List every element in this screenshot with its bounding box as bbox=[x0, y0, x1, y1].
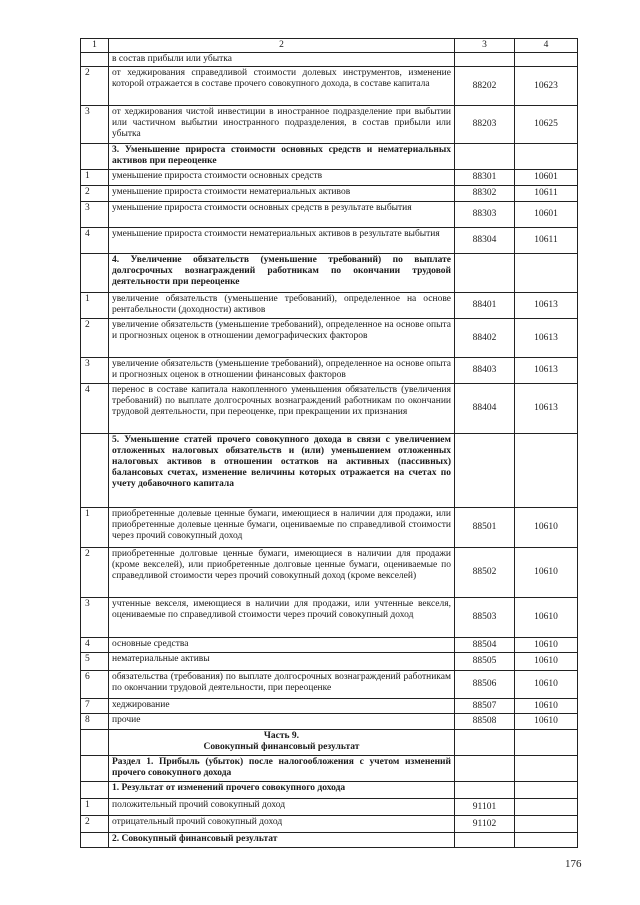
table-row bbox=[81, 833, 578, 848]
symbol-code: 10601 bbox=[515, 170, 578, 186]
row-number bbox=[81, 144, 109, 170]
account-code: 88303 bbox=[455, 202, 515, 228]
row-number bbox=[81, 53, 109, 67]
symbol-code bbox=[515, 816, 578, 833]
row-description: прочие bbox=[109, 714, 455, 730]
symbol-code: 10613 bbox=[515, 358, 578, 384]
symbol-code: 10610 bbox=[515, 598, 578, 638]
row-number bbox=[81, 730, 109, 756]
table-row bbox=[81, 293, 578, 319]
row-number bbox=[81, 434, 109, 508]
row-description: в состав прибыли или убытка bbox=[109, 53, 455, 67]
symbol-code: 10625 bbox=[515, 106, 578, 144]
table-body bbox=[81, 39, 578, 848]
row-description: приобретенные долговые ценные бумаги, имеющиеся в наличии для продажи (кроме векселей), или приобретенные долговые ценные бумаги, оцениваемые по справедливой стоимости через прочий совокупный доход (кроме векселей) bbox=[109, 548, 455, 598]
row-number bbox=[81, 756, 109, 782]
account-code: 91102 bbox=[455, 816, 515, 833]
row-description: от хеджирования чистой инвестиции в иностранное подразделение при выбытии или частичном выбытии иностранного подразделения, в состав прибыли или убытка bbox=[109, 106, 455, 144]
row-description: уменьшение прироста стоимости основных средств bbox=[109, 170, 455, 186]
account-code: 88401 bbox=[455, 293, 515, 319]
account-code: 88302 bbox=[455, 186, 515, 202]
account-code: 88502 bbox=[455, 548, 515, 598]
account-code: 88301 bbox=[455, 170, 515, 186]
symbol-code: 10610 bbox=[515, 671, 578, 699]
row-number: 2 bbox=[81, 548, 109, 598]
symbol-code bbox=[515, 144, 578, 170]
row-number bbox=[81, 833, 109, 848]
row-description: увеличение обязательств (уменьшение требований), определенное на основе опыта и прогнозных оценок в отношении финансовых факторов bbox=[109, 358, 455, 384]
row-description: приобретенные долевые ценные бумаги, имеющиеся в наличии для продажи, или приобретенные долевые ценные бумаги, оцениваемые по справедливой стоимости через прочий совокупный доход bbox=[109, 508, 455, 548]
table-row bbox=[81, 170, 578, 186]
symbol-code bbox=[515, 730, 578, 756]
header-col-3: 3 bbox=[455, 39, 515, 53]
row-description: уменьшение прироста стоимости нематериальных активов bbox=[109, 186, 455, 202]
symbol-code: 10610 bbox=[515, 653, 578, 671]
account-code: 88503 bbox=[455, 598, 515, 638]
symbol-code bbox=[515, 799, 578, 816]
row-description: отрицательный прочий совокупный доход bbox=[109, 816, 455, 833]
symbol-code bbox=[515, 782, 578, 799]
symbol-code: 10610 bbox=[515, 638, 578, 653]
symbol-code: 10610 bbox=[515, 548, 578, 598]
row-number: 1 bbox=[81, 799, 109, 816]
symbol-code: 10613 bbox=[515, 293, 578, 319]
account-code bbox=[455, 756, 515, 782]
account-code: 88403 bbox=[455, 358, 515, 384]
symbol-code: 10623 bbox=[515, 67, 578, 106]
table-row bbox=[81, 508, 578, 548]
account-code: 88202 bbox=[455, 67, 515, 106]
table-row bbox=[81, 319, 578, 358]
account-code: 88501 bbox=[455, 508, 515, 548]
row-description: учтенные векселя, имеющиеся в наличии для продажи, или учтенные векселя, оцениваемые по справедливой стоимости через прочий совокупный доход bbox=[109, 598, 455, 638]
symbol-code bbox=[515, 254, 578, 293]
table-row bbox=[81, 782, 578, 799]
table-row bbox=[81, 548, 578, 598]
table-row bbox=[81, 699, 578, 714]
table-row bbox=[81, 358, 578, 384]
row-number bbox=[81, 782, 109, 799]
row-description: нематериальные активы bbox=[109, 653, 455, 671]
symbol-code: 10610 bbox=[515, 699, 578, 714]
header-col-4: 4 bbox=[515, 39, 578, 53]
section-heading: 2. Совокупный финансовый результат bbox=[109, 833, 455, 848]
section-heading: 3. Уменьшение прироста стоимости основных средств и нематериальных активов при переоценке bbox=[109, 144, 455, 170]
row-number: 1 bbox=[81, 508, 109, 548]
table-row bbox=[81, 144, 578, 170]
row-description: от хеджирования справедливой стоимости долевых инструментов, изменение которой отражается в составе прочего совокупного дохода, в составе капитала bbox=[109, 67, 455, 106]
account-code: 88507 bbox=[455, 699, 515, 714]
row-number: 2 bbox=[81, 67, 109, 106]
symbol-code bbox=[515, 756, 578, 782]
row-number: 2 bbox=[81, 319, 109, 358]
row-number: 8 bbox=[81, 714, 109, 730]
table-row bbox=[81, 202, 578, 228]
table-row bbox=[81, 434, 578, 508]
row-number: 5 bbox=[81, 653, 109, 671]
row-description: хеджирование bbox=[109, 699, 455, 714]
header-col-1: 1 bbox=[81, 39, 109, 53]
row-description: обязательства (требования) по выплате долгосрочных вознаграждений работникам по окончании трудовой деятельности, при переоценке bbox=[109, 671, 455, 699]
account-code bbox=[455, 144, 515, 170]
table-row bbox=[81, 67, 578, 106]
account-code bbox=[455, 833, 515, 848]
document-table bbox=[80, 38, 578, 848]
symbol-code: 10601 bbox=[515, 202, 578, 228]
table-row bbox=[81, 384, 578, 434]
row-number: 1 bbox=[81, 293, 109, 319]
account-code: 88504 bbox=[455, 638, 515, 653]
row-number: 4 bbox=[81, 228, 109, 254]
table-row bbox=[81, 598, 578, 638]
table-row bbox=[81, 671, 578, 699]
row-description: уменьшение прироста стоимости основных средств в результате выбытия bbox=[109, 202, 455, 228]
row-number: 3 bbox=[81, 598, 109, 638]
row-description: перенос в составе капитала накопленного уменьшения обязательств (увеличения требований) по выплате долгосрочных вознаграждений работникам по окончании трудовой деятельности, при переоценке, при прекращении их признания bbox=[109, 384, 455, 434]
account-code: 88505 bbox=[455, 653, 515, 671]
symbol-code: 10611 bbox=[515, 228, 578, 254]
table-row bbox=[81, 816, 578, 833]
table-row bbox=[81, 730, 578, 756]
row-number: 3 bbox=[81, 106, 109, 144]
table-row bbox=[81, 186, 578, 202]
row-number: 3 bbox=[81, 202, 109, 228]
row-number: 4 bbox=[81, 384, 109, 434]
row-number: 2 bbox=[81, 816, 109, 833]
page-number: 176 bbox=[565, 858, 582, 870]
account-code: 91101 bbox=[455, 799, 515, 816]
row-description: уменьшение прироста стоимости нематериальных активов в результате выбытия bbox=[109, 228, 455, 254]
account-code: 88506 bbox=[455, 671, 515, 699]
row-number: 1 bbox=[81, 170, 109, 186]
row-number: 4 bbox=[81, 638, 109, 653]
symbol-code bbox=[515, 833, 578, 848]
table-row bbox=[81, 106, 578, 144]
table-row bbox=[81, 714, 578, 730]
row-description: основные средства bbox=[109, 638, 455, 653]
account-code: 88508 bbox=[455, 714, 515, 730]
table-row bbox=[81, 653, 578, 671]
symbol-code bbox=[515, 434, 578, 508]
table-row bbox=[81, 638, 578, 653]
table-header-row bbox=[81, 39, 578, 53]
section-heading: Часть 9. Совокупный финансовый результат bbox=[109, 730, 455, 756]
row-number bbox=[81, 254, 109, 293]
header-col-2: 2 bbox=[109, 39, 455, 53]
table-row bbox=[81, 756, 578, 782]
row-number: 3 bbox=[81, 358, 109, 384]
symbol-code: 10611 bbox=[515, 186, 578, 202]
symbol-code: 10613 bbox=[515, 384, 578, 434]
account-code bbox=[455, 53, 515, 67]
account-code bbox=[455, 434, 515, 508]
symbol-code bbox=[515, 53, 578, 67]
account-code: 88402 bbox=[455, 319, 515, 358]
row-description: увеличение обязательств (уменьшение требований), определенное на основе рентабельности (доходности) активов bbox=[109, 293, 455, 319]
row-number: 6 bbox=[81, 671, 109, 699]
section-heading: Раздел 1. Прибыль (убыток) после налогообложения с учетом изменений прочего совокупного дохода bbox=[109, 756, 455, 782]
account-code bbox=[455, 782, 515, 799]
section-heading: 5. Уменьшение статей прочего совокупного дохода в связи с увеличением отложенных налоговых обязательств и (или) уменьшением отложенных налоговых активов в отношении остатков на активных (пассивных) балансовых счетах, изменение величины которых отражается на счетах по учету добавочного капитала bbox=[109, 434, 455, 508]
symbol-code: 10610 bbox=[515, 508, 578, 548]
symbol-code: 10613 bbox=[515, 319, 578, 358]
symbol-code: 10610 bbox=[515, 714, 578, 730]
section-heading: 4. Увеличение обязательств (уменьшение требований) по выплате долгосрочных вознаграждений работникам по окончании трудовой деятельности при переоценке bbox=[109, 254, 455, 293]
table-row bbox=[81, 53, 578, 67]
row-description: положительный прочий совокупный доход bbox=[109, 799, 455, 816]
table-row bbox=[81, 254, 578, 293]
section-heading: 1. Результат от изменений прочего совокупного дохода bbox=[109, 782, 455, 799]
account-code: 88304 bbox=[455, 228, 515, 254]
row-description: увеличение обязательств (уменьшение требований), определенное на основе опыта и прогнозных оценок в отношении демографических факторов bbox=[109, 319, 455, 358]
account-code: 88203 bbox=[455, 106, 515, 144]
table-row bbox=[81, 228, 578, 254]
account-code bbox=[455, 254, 515, 293]
account-code: 88404 bbox=[455, 384, 515, 434]
table-row bbox=[81, 799, 578, 816]
account-code bbox=[455, 730, 515, 756]
row-number: 7 bbox=[81, 699, 109, 714]
row-number: 2 bbox=[81, 186, 109, 202]
